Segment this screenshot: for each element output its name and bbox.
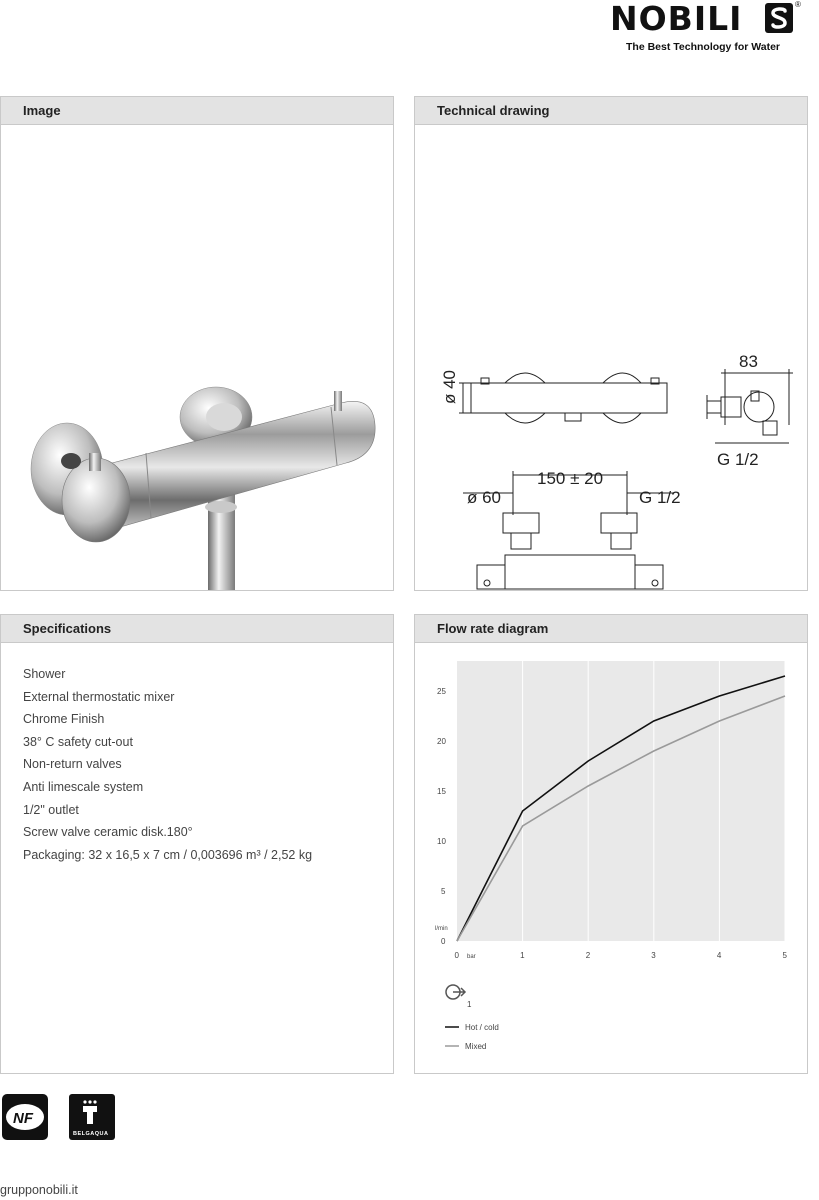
y-axis-label: l/min (435, 926, 448, 932)
specifications-panel-title: Specifications (1, 615, 393, 643)
y-tick-label: 5 (441, 887, 446, 896)
technical-drawing-panel (414, 96, 808, 591)
brand-logo (610, 0, 805, 60)
legend-mixed: Mixed (465, 1042, 487, 1051)
brand-tagline: The Best Technology for Water (626, 41, 781, 53)
brand-mark-icon (765, 3, 793, 33)
dim-150: 150 ± 20 (537, 469, 604, 488)
registered-mark: ® (795, 0, 801, 9)
outlet-count: 1 (467, 1000, 472, 1009)
flow-rate-panel (414, 614, 808, 1074)
y-tick-label: 15 (437, 787, 446, 796)
x-axis-label: bar (467, 954, 476, 960)
legend-hot-cold: Hot / cold (465, 1023, 499, 1032)
y-tick-label: 20 (437, 737, 446, 746)
image-panel (0, 96, 394, 591)
brand-name: NOBILI (610, 0, 743, 38)
spec-item: Shower (23, 667, 66, 681)
spec-item: Anti limescale system (23, 779, 144, 794)
spec-list (1, 643, 393, 866)
footer-url[interactable]: grupponobili.it (0, 1183, 78, 1197)
spec-item: 38° C safety cut-out (23, 734, 133, 749)
dim-d40: ø 40 (440, 369, 459, 404)
nf-certification-logo (2, 1094, 48, 1140)
belgaqua-label: BELGAQUA (73, 1131, 109, 1137)
flow-rate-chart (415, 643, 807, 1073)
spec-item: External thermostatic mixer (23, 689, 175, 704)
front-view-drawing (459, 373, 667, 423)
spec-item: Chrome Finish (23, 712, 105, 727)
nf-label: NF (13, 1110, 33, 1127)
dim-g12-side: G 1/2 (717, 450, 759, 469)
dim-d60: ø 60 (467, 488, 502, 507)
x-tick-label: 2 (585, 951, 591, 960)
outlet-icon (446, 985, 465, 999)
drawing-panel-title: Technical drawing (415, 97, 807, 125)
dim-83: 83 (739, 352, 758, 371)
flow-panel-title: Flow rate diagram (415, 615, 807, 643)
x-tick-label: 3 (651, 951, 656, 960)
y-tick-label: 0 (441, 937, 446, 946)
y-tick-label: 10 (437, 837, 446, 846)
x-tick-label: 4 (716, 951, 722, 960)
technical-drawing (415, 125, 807, 590)
spec-item: Non-return valves (23, 757, 122, 772)
chart-background (457, 661, 785, 941)
product-photo (1, 125, 393, 590)
spec-item: Screw valve ceramic disk.180° (23, 825, 193, 840)
dim-g12-front: G 1/2 (639, 488, 681, 507)
y-tick-label: 25 (437, 687, 446, 696)
spec-item: Packaging: 32 x 16,5 x 7 cm / 0,003696 m³ / 2,52 kg (23, 847, 313, 862)
side-view-drawing (707, 369, 793, 443)
belgaqua-certification-logo (69, 1094, 115, 1140)
spec-item: 1/2" outlet (23, 802, 79, 817)
x-tick-label: 1 (520, 951, 525, 960)
image-panel-title: Image (1, 97, 393, 125)
x-tick-label: 5 (782, 951, 787, 960)
specifications-panel (0, 614, 394, 1074)
x-tick-label: 0 (454, 951, 459, 960)
